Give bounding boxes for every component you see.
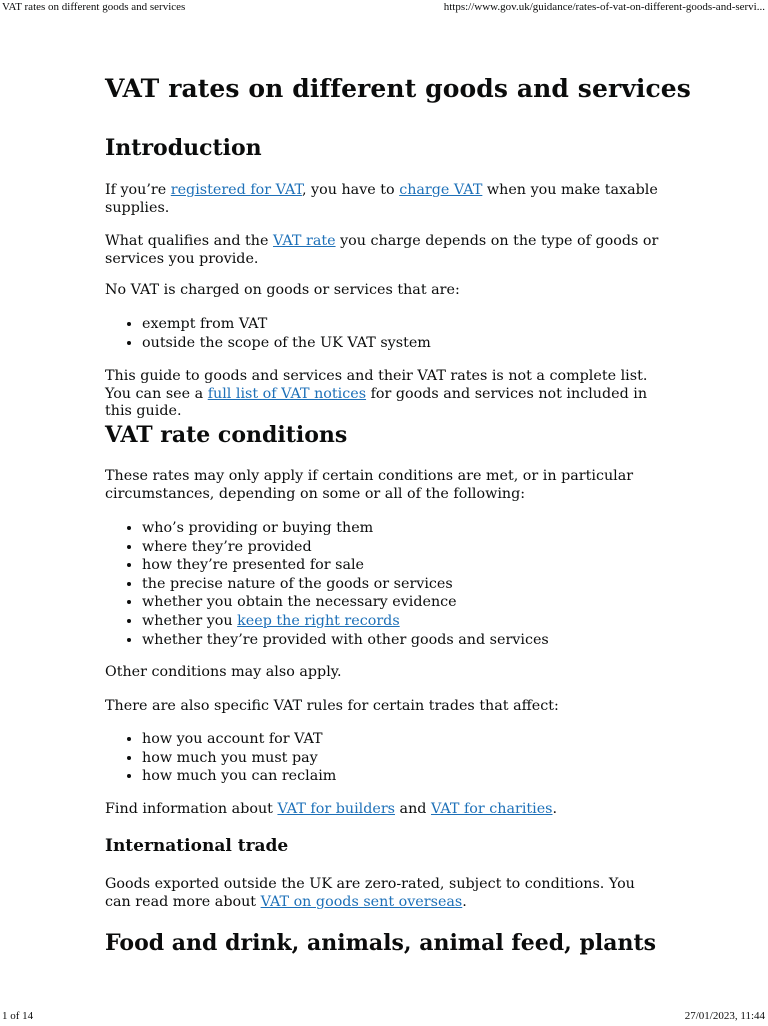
conditions-paragraph-1: These rates may only apply if certain conditions are met, or in particular circumstances, depending on some or all of the following: <box>105 468 634 502</box>
list-item: • exempt from VAT <box>142 315 662 334</box>
list-item: • how you account for VAT <box>142 730 662 749</box>
list-item: • whether you obtain the necessary evidence <box>142 593 662 612</box>
heading-introduction: Introduction <box>105 135 262 161</box>
registered-for-vat-link[interactable]: registered for VAT <box>170 182 302 198</box>
intro-list <box>105 315 662 352</box>
conditions-paragraph-4: Find information about VAT for builders and VAT for charities. <box>105 801 558 817</box>
print-header <box>0 1 768 17</box>
vat-on-goods-sent-overseas-link[interactable]: VAT on goods sent overseas <box>260 893 463 910</box>
list-item: • the precise nature of the goods or services <box>142 575 662 594</box>
print-header-title: VAT rates on different goods and services <box>2 1 186 13</box>
intro-paragraph-4: This guide to goods and services and their VAT rates is not a complete list. You can see a full list of VAT notices for goods and services not included in this guide. <box>105 368 648 419</box>
intro-paragraph-1: If you’re registered for VAT, you have to charge VAT when you make taxable supplies. <box>105 182 658 216</box>
heading-international-trade: International trade <box>105 836 289 856</box>
heading-vat-rate-conditions: VAT rate conditions <box>105 422 348 448</box>
conditions-list <box>105 519 662 649</box>
list-item: • whether they’re provided with other goods and services <box>142 631 662 650</box>
list-item: • how they’re presented for sale <box>142 556 662 575</box>
page-title: VAT rates on different goods and services <box>105 74 691 103</box>
conditions-paragraph-2: Other conditions may also apply. <box>105 664 342 680</box>
trades-list <box>105 730 662 786</box>
intro-paragraph-3: No VAT is charged on goods or services that are: <box>105 282 460 298</box>
vat-for-builders-link[interactable]: VAT for builders <box>277 801 395 817</box>
page-number: 1 of 14 <box>2 1010 34 1022</box>
keep-the-right-records-link[interactable]: keep the right records <box>237 612 400 629</box>
list-item: • whether you keep the right records <box>142 612 662 631</box>
conditions-paragraph-3: There are also specific VAT rules for certain trades that affect: <box>105 698 559 714</box>
print-header-url: https://www.gov.uk/guidance/rates-of-vat-on-different-goods-and-servi... <box>443 1 765 13</box>
list-item: • how much you can reclaim <box>142 767 662 786</box>
print-datetime: 27/01/2023, 11:44 <box>684 1010 765 1022</box>
vat-for-charities-link[interactable]: VAT for charities <box>430 801 553 817</box>
heading-food-and-drink: Food and drink, animals, animal feed, plants <box>105 930 657 956</box>
list-item: • who’s providing or buying them <box>142 519 662 538</box>
charge-vat-link[interactable]: charge VAT <box>399 182 483 198</box>
list-item: • where they’re provided <box>142 538 662 557</box>
list-item: • outside the scope of the UK VAT system <box>142 334 662 353</box>
international-paragraph-1: Goods exported outside the UK are zero-rated, subject to conditions. You can read more about VAT on goods sent overseas. <box>105 876 635 910</box>
vat-rate-link[interactable]: VAT rate <box>273 233 336 249</box>
full-list-of-vat-notices-link[interactable]: full list of VAT notices <box>207 385 367 402</box>
list-item: • how much you must pay <box>142 749 662 768</box>
intro-paragraph-2: What qualifies and the VAT rate you charge depends on the type of goods or services you provide. <box>105 233 659 267</box>
